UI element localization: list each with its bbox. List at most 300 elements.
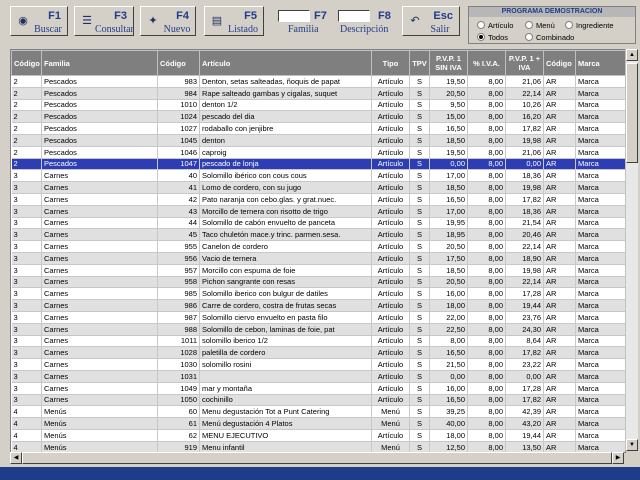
scroll-right-icon[interactable]: ▶ bbox=[612, 452, 624, 464]
table-cell: cochinillo bbox=[200, 394, 372, 406]
status-bar bbox=[0, 467, 640, 480]
table-cell: Artículo bbox=[372, 276, 410, 288]
table-cell: Pescados bbox=[42, 123, 158, 135]
table-row[interactable] bbox=[12, 158, 626, 170]
scroll-up-icon[interactable]: ▲ bbox=[626, 49, 638, 61]
table-cell: 16,50 bbox=[430, 193, 468, 205]
table-cell: S bbox=[410, 170, 430, 182]
table-cell: 8,00 bbox=[468, 300, 506, 312]
table-cell: 8,00 bbox=[468, 111, 506, 123]
table-cell: 61 bbox=[158, 418, 200, 430]
table-cell: 18,36 bbox=[506, 170, 544, 182]
table-cell: 20,50 bbox=[430, 276, 468, 288]
table-cell: 1027 bbox=[158, 123, 200, 135]
table-cell: 22,14 bbox=[506, 276, 544, 288]
table-cell: Carnes bbox=[42, 323, 158, 335]
table-cell: 8,00 bbox=[468, 429, 506, 441]
table-cell: S bbox=[410, 241, 430, 253]
table-cell: Pichon sangrante con resas bbox=[200, 276, 372, 288]
table-cell: 17,82 bbox=[506, 193, 544, 205]
table-cell: Marca bbox=[576, 264, 626, 276]
document-search-icon: ☰ bbox=[82, 15, 92, 27]
table-cell: Carnes bbox=[42, 276, 158, 288]
table-cell: Solomillo iberico con bulgur de datiles bbox=[200, 288, 372, 300]
table-cell: AR bbox=[544, 288, 576, 300]
table-cell: 8,00 bbox=[468, 347, 506, 359]
table-cell: paletilla de cordero bbox=[200, 347, 372, 359]
description-filter-label[interactable]: Descripción bbox=[340, 24, 389, 35]
table-cell: AR bbox=[544, 276, 576, 288]
table-cell: pescado del dia bbox=[200, 111, 372, 123]
table-cell: S bbox=[410, 217, 430, 229]
table-cell: S bbox=[410, 123, 430, 135]
table-cell: 60 bbox=[158, 406, 200, 418]
table-cell: 3 bbox=[12, 288, 42, 300]
radio-dot-icon bbox=[525, 21, 533, 29]
table-cell: S bbox=[410, 146, 430, 158]
table-cell: Carnes bbox=[42, 182, 158, 194]
table-row[interactable] bbox=[12, 170, 626, 182]
table-cell: AR bbox=[544, 311, 576, 323]
table-cell: 3 bbox=[12, 394, 42, 406]
table-cell: Artículo bbox=[372, 429, 410, 441]
panel-title: PROGRAMA DEMOSTRACION bbox=[469, 7, 635, 17]
col-price-vat[interactable]: P.V.P. 1 + IVA bbox=[506, 51, 544, 76]
table-row[interactable] bbox=[12, 87, 626, 99]
table-cell: Artículo bbox=[372, 241, 410, 253]
table-row[interactable] bbox=[12, 311, 626, 323]
table-cell: Canelon de cordero bbox=[200, 241, 372, 253]
table-cell: AR bbox=[544, 87, 576, 99]
table-cell: 44 bbox=[158, 217, 200, 229]
table-cell: 16,50 bbox=[430, 347, 468, 359]
table-cell: 3 bbox=[12, 300, 42, 312]
table-cell: 0,00 bbox=[430, 370, 468, 382]
table-cell: S bbox=[410, 99, 430, 111]
radio-articulo[interactable] bbox=[477, 21, 513, 30]
table-cell: Artículo bbox=[372, 146, 410, 158]
description-filter-input[interactable] bbox=[338, 10, 370, 22]
table-cell: Marca bbox=[576, 229, 626, 241]
table-row[interactable] bbox=[12, 276, 626, 288]
table-cell: AR bbox=[544, 182, 576, 194]
scroll-left-icon[interactable]: ◀ bbox=[10, 452, 22, 464]
table-row[interactable] bbox=[12, 111, 626, 123]
table-cell: 18,95 bbox=[430, 229, 468, 241]
table-row[interactable] bbox=[12, 193, 626, 205]
table-cell: S bbox=[410, 288, 430, 300]
table-cell: S bbox=[410, 300, 430, 312]
radio-label: Menú bbox=[536, 21, 555, 30]
col-article[interactable]: Artículo bbox=[200, 51, 372, 76]
table-cell: 8,00 bbox=[468, 99, 506, 111]
table-cell: 10,26 bbox=[506, 99, 544, 111]
table-cell: 8,00 bbox=[430, 335, 468, 347]
table-cell: Menú bbox=[372, 406, 410, 418]
table-cell: MENU EJECUTIVO bbox=[200, 429, 372, 441]
table-cell: 3 bbox=[12, 241, 42, 253]
table-cell: 987 bbox=[158, 311, 200, 323]
table-cell: 18,50 bbox=[430, 182, 468, 194]
scroll-thumb[interactable] bbox=[626, 63, 638, 163]
table-row[interactable] bbox=[12, 182, 626, 194]
table-cell: Artículo bbox=[372, 252, 410, 264]
table-cell: AR bbox=[544, 76, 576, 88]
table-row[interactable] bbox=[12, 99, 626, 111]
consult-button[interactable] bbox=[74, 6, 134, 36]
table-cell: 2 bbox=[12, 76, 42, 88]
table-cell: S bbox=[410, 323, 430, 335]
table-row[interactable] bbox=[12, 146, 626, 158]
table-cell: Artículo bbox=[372, 193, 410, 205]
table-cell: Marca bbox=[576, 193, 626, 205]
table-cell: 19,98 bbox=[506, 182, 544, 194]
table-row[interactable] bbox=[12, 134, 626, 146]
table-row[interactable] bbox=[12, 370, 626, 382]
table-cell: 19,95 bbox=[430, 217, 468, 229]
table-cell: Marca bbox=[576, 311, 626, 323]
search-key-label: F1 bbox=[48, 10, 61, 22]
table-cell: 3 bbox=[12, 252, 42, 264]
table-cell: AR bbox=[544, 382, 576, 394]
table-cell: 18,36 bbox=[506, 205, 544, 217]
radio-dot-icon bbox=[525, 33, 533, 41]
table-cell: Taco chuletón mace.y trinc. parmen.sesa. bbox=[200, 229, 372, 241]
table-cell: 20,50 bbox=[430, 87, 468, 99]
radio-dot-selected-icon bbox=[477, 33, 485, 41]
table-row[interactable] bbox=[12, 382, 626, 394]
col-vat[interactable]: % I.V.A. bbox=[468, 51, 506, 76]
table-cell: 8,00 bbox=[468, 217, 506, 229]
table-cell: Marca bbox=[576, 217, 626, 229]
table-cell: Carnes bbox=[42, 264, 158, 276]
table-cell: 955 bbox=[158, 241, 200, 253]
table-cell: 40 bbox=[158, 170, 200, 182]
table-cell: 17,00 bbox=[430, 170, 468, 182]
table-cell: Menu infantil bbox=[200, 441, 372, 453]
search-label: Buscar bbox=[34, 24, 62, 35]
table-cell: Marca bbox=[576, 335, 626, 347]
new-button[interactable] bbox=[140, 6, 196, 36]
table-cell: AR bbox=[544, 347, 576, 359]
table-cell: Artículo bbox=[372, 111, 410, 123]
col-tpv[interactable]: TPV bbox=[410, 51, 430, 76]
col-family[interactable]: Familia bbox=[42, 51, 158, 76]
table-cell: S bbox=[410, 252, 430, 264]
table-cell: AR bbox=[544, 252, 576, 264]
table-cell: 8,00 bbox=[468, 276, 506, 288]
vertical-scrollbar[interactable] bbox=[625, 49, 638, 451]
table-cell: Marca bbox=[576, 323, 626, 335]
table-cell: Artículo bbox=[372, 217, 410, 229]
table-cell: 8,00 bbox=[468, 182, 506, 194]
table-cell: AR bbox=[544, 429, 576, 441]
radio-label: Combinado bbox=[536, 33, 575, 42]
table-row[interactable] bbox=[12, 347, 626, 359]
table-cell: 0,00 bbox=[506, 370, 544, 382]
table-cell: 3 bbox=[12, 335, 42, 347]
table-cell: Artículo bbox=[372, 170, 410, 182]
table-cell: Menús bbox=[42, 441, 158, 453]
table-cell: Carnes bbox=[42, 241, 158, 253]
table-row[interactable] bbox=[12, 205, 626, 217]
table-cell: Artículo bbox=[372, 123, 410, 135]
exit-button[interactable] bbox=[402, 6, 460, 36]
table-cell: 18,50 bbox=[430, 264, 468, 276]
table-cell: 20,46 bbox=[506, 229, 544, 241]
table-cell: Marca bbox=[576, 182, 626, 194]
table-cell: 3 bbox=[12, 264, 42, 276]
table-cell: 17,28 bbox=[506, 288, 544, 300]
table-cell: AR bbox=[544, 193, 576, 205]
radio-combinado[interactable] bbox=[525, 33, 574, 42]
table-row[interactable] bbox=[12, 406, 626, 418]
table-cell: Marca bbox=[576, 111, 626, 123]
table-row[interactable] bbox=[12, 323, 626, 335]
table-cell: 8,00 bbox=[468, 406, 506, 418]
table-cell: Artículo bbox=[372, 300, 410, 312]
table-row[interactable] bbox=[12, 300, 626, 312]
table-row[interactable] bbox=[12, 359, 626, 371]
table-cell: 39,25 bbox=[430, 406, 468, 418]
table-cell bbox=[200, 370, 372, 382]
table-cell: AR bbox=[544, 406, 576, 418]
table-cell: 42 bbox=[158, 193, 200, 205]
table-cell: AR bbox=[544, 359, 576, 371]
table-cell: Carnes bbox=[42, 347, 158, 359]
table-cell: Pescados bbox=[42, 76, 158, 88]
table-cell: 8,00 bbox=[468, 170, 506, 182]
table-row[interactable] bbox=[12, 264, 626, 276]
table-cell: Artículo bbox=[372, 347, 410, 359]
table-cell: Solomillo ciervo envuelto en pasta filo bbox=[200, 311, 372, 323]
table-cell: AR bbox=[544, 134, 576, 146]
table-cell: 1024 bbox=[158, 111, 200, 123]
table-cell: Marca bbox=[576, 418, 626, 430]
table-cell: 3 bbox=[12, 323, 42, 335]
table-cell: 1050 bbox=[158, 394, 200, 406]
table-cell: S bbox=[410, 370, 430, 382]
table-row[interactable] bbox=[12, 335, 626, 347]
table-cell: 985 bbox=[158, 288, 200, 300]
table-cell: 19,44 bbox=[506, 429, 544, 441]
table-cell: Pescados bbox=[42, 111, 158, 123]
table-cell: AR bbox=[544, 170, 576, 182]
table-row[interactable] bbox=[12, 418, 626, 430]
table-cell: 1028 bbox=[158, 347, 200, 359]
table-cell: 20,50 bbox=[430, 241, 468, 253]
table-cell: Artículo bbox=[372, 87, 410, 99]
table-cell: Marca bbox=[576, 99, 626, 111]
table-cell: Carnes bbox=[42, 370, 158, 382]
table-cell: Marca bbox=[576, 347, 626, 359]
table-cell: Menús bbox=[42, 406, 158, 418]
family-filter-label[interactable]: Familia bbox=[288, 24, 319, 35]
table-cell: 8,00 bbox=[468, 252, 506, 264]
table-row[interactable] bbox=[12, 217, 626, 229]
table-cell: Pescados bbox=[42, 158, 158, 170]
radio-label: Todos bbox=[488, 33, 509, 42]
table-cell: 8,00 bbox=[468, 335, 506, 347]
table-cell: Artículo bbox=[372, 99, 410, 111]
table-cell: mar y montaña bbox=[200, 382, 372, 394]
table-cell: Carnes bbox=[42, 311, 158, 323]
table-cell: S bbox=[410, 359, 430, 371]
table-cell: Marca bbox=[576, 146, 626, 158]
table-cell: 8,00 bbox=[468, 323, 506, 335]
table-cell: Carnes bbox=[42, 217, 158, 229]
table-cell: AR bbox=[544, 229, 576, 241]
exit-key-label: Esc bbox=[433, 10, 453, 22]
table-cell: 8,00 bbox=[468, 87, 506, 99]
table-cell: AR bbox=[544, 146, 576, 158]
table-cell: Artículo bbox=[372, 76, 410, 88]
exit-arrow-icon: ↶ bbox=[410, 15, 420, 27]
table-cell: 3 bbox=[12, 382, 42, 394]
table-cell: 40,00 bbox=[430, 418, 468, 430]
table-cell: Carnes bbox=[42, 193, 158, 205]
radio-todos[interactable] bbox=[477, 33, 508, 42]
scroll-down-icon[interactable]: ▼ bbox=[626, 439, 638, 451]
table-cell: 8,00 bbox=[468, 370, 506, 382]
family-filter-key: F7 bbox=[314, 10, 327, 22]
table-cell: Vacio de ternera bbox=[200, 252, 372, 264]
table-cell: 8,00 bbox=[468, 241, 506, 253]
table-cell: 1045 bbox=[158, 134, 200, 146]
table-row[interactable] bbox=[12, 123, 626, 135]
radio-label: Artículo bbox=[488, 21, 514, 30]
table-cell: Marca bbox=[576, 429, 626, 441]
table-cell: 8,00 bbox=[468, 146, 506, 158]
table-cell: S bbox=[410, 311, 430, 323]
table-cell: Marca bbox=[576, 252, 626, 264]
table-cell: Lomo de cordero, con su jugo bbox=[200, 182, 372, 194]
table-cell: AR bbox=[544, 123, 576, 135]
table-header bbox=[12, 51, 626, 76]
family-filter-input[interactable] bbox=[278, 10, 310, 22]
radio-ingrediente[interactable] bbox=[565, 21, 614, 30]
table-cell: 62 bbox=[158, 429, 200, 441]
filter-options-panel bbox=[468, 6, 636, 44]
table-cell: Carnes bbox=[42, 288, 158, 300]
table-cell: Carnes bbox=[42, 170, 158, 182]
table-cell: Artículo bbox=[372, 370, 410, 382]
table-cell: 1030 bbox=[158, 359, 200, 371]
table-cell: Artículo bbox=[372, 158, 410, 170]
table-cell: Menús bbox=[42, 429, 158, 441]
table-cell: 3 bbox=[12, 347, 42, 359]
radio-menu[interactable] bbox=[525, 21, 555, 30]
table-cell: 8,00 bbox=[468, 76, 506, 88]
col-price-no-vat[interactable]: P.V.P. 1 SIN IVA bbox=[430, 51, 468, 76]
table-cell: Rape salteado gambas y cigalas, suquet bbox=[200, 87, 372, 99]
table-cell: 2 bbox=[12, 111, 42, 123]
table-cell: 3 bbox=[12, 311, 42, 323]
table-cell: S bbox=[410, 406, 430, 418]
table-cell: AR bbox=[544, 418, 576, 430]
table-cell: 8,00 bbox=[468, 382, 506, 394]
col-family-code[interactable]: Código bbox=[12, 51, 42, 76]
table-cell: 17,50 bbox=[430, 252, 468, 264]
table-cell: pescado de lonja bbox=[200, 158, 372, 170]
table-cell: Pescados bbox=[42, 99, 158, 111]
table-cell: S bbox=[410, 441, 430, 453]
table-cell: 983 bbox=[158, 76, 200, 88]
col-article-code[interactable]: Código bbox=[158, 51, 200, 76]
table-cell: Marca bbox=[576, 370, 626, 382]
table-cell: denton 1/2 bbox=[200, 99, 372, 111]
description-filter-key: F8 bbox=[378, 10, 391, 22]
table-cell: 16,50 bbox=[430, 123, 468, 135]
horizontal-scroll-thumb[interactable] bbox=[22, 452, 612, 464]
table-cell: 3 bbox=[12, 182, 42, 194]
table-cell: 17,00 bbox=[430, 205, 468, 217]
list-button[interactable] bbox=[204, 6, 264, 36]
table-cell: Marca bbox=[576, 441, 626, 453]
table-cell: Marca bbox=[576, 276, 626, 288]
col-type[interactable]: Tipo bbox=[372, 51, 410, 76]
search-button[interactable] bbox=[10, 6, 68, 36]
table-cell: 18,00 bbox=[430, 429, 468, 441]
table-cell: Artículo bbox=[372, 394, 410, 406]
consult-label: Consultar bbox=[95, 24, 134, 35]
table-cell: 1046 bbox=[158, 146, 200, 158]
table-cell: S bbox=[410, 229, 430, 241]
table-cell: 4 bbox=[12, 406, 42, 418]
table-cell: 2 bbox=[12, 99, 42, 111]
table-cell: Marca bbox=[576, 300, 626, 312]
table-cell: 8,00 bbox=[468, 158, 506, 170]
table-cell: AR bbox=[544, 241, 576, 253]
table-cell: 8,00 bbox=[468, 205, 506, 217]
table-cell: AR bbox=[544, 441, 576, 453]
table-cell: 8,00 bbox=[468, 288, 506, 300]
table-cell: 18,50 bbox=[430, 134, 468, 146]
table-cell: Morcillo con espuma de foie bbox=[200, 264, 372, 276]
table-cell: solomillo iberico 1/2 bbox=[200, 335, 372, 347]
table-cell: Marca bbox=[576, 170, 626, 182]
table-cell: Marca bbox=[576, 394, 626, 406]
table-row[interactable] bbox=[12, 76, 626, 88]
table-cell: Marca bbox=[576, 406, 626, 418]
consult-key-label: F3 bbox=[114, 10, 127, 22]
exit-label: Salir bbox=[430, 24, 450, 35]
table-cell: Artículo bbox=[372, 134, 410, 146]
table-cell: 0,00 bbox=[430, 158, 468, 170]
table-cell: Carre de cordero, costra de frutas secas bbox=[200, 300, 372, 312]
table-cell: Solomillo de cebon, laminas de foie, pat bbox=[200, 323, 372, 335]
list-label: Listado bbox=[228, 24, 258, 35]
table-cell: 3 bbox=[12, 205, 42, 217]
table-cell: 17,82 bbox=[506, 394, 544, 406]
table-cell: 22,50 bbox=[430, 323, 468, 335]
table-cell: 8,00 bbox=[468, 264, 506, 276]
table-row[interactable] bbox=[12, 229, 626, 241]
table-cell: 17,28 bbox=[506, 382, 544, 394]
table-row[interactable] bbox=[12, 252, 626, 264]
table-cell: S bbox=[410, 335, 430, 347]
table-row[interactable] bbox=[12, 429, 626, 441]
table-row[interactable] bbox=[12, 394, 626, 406]
horizontal-scrollbar[interactable] bbox=[10, 452, 624, 464]
col-brand-code[interactable]: Código bbox=[544, 51, 576, 76]
table-cell: 16,20 bbox=[506, 111, 544, 123]
table-row[interactable] bbox=[12, 288, 626, 300]
table-row[interactable] bbox=[12, 241, 626, 253]
table-cell: AR bbox=[544, 300, 576, 312]
col-brand[interactable]: Marca bbox=[576, 51, 626, 76]
table-cell: 2 bbox=[12, 158, 42, 170]
